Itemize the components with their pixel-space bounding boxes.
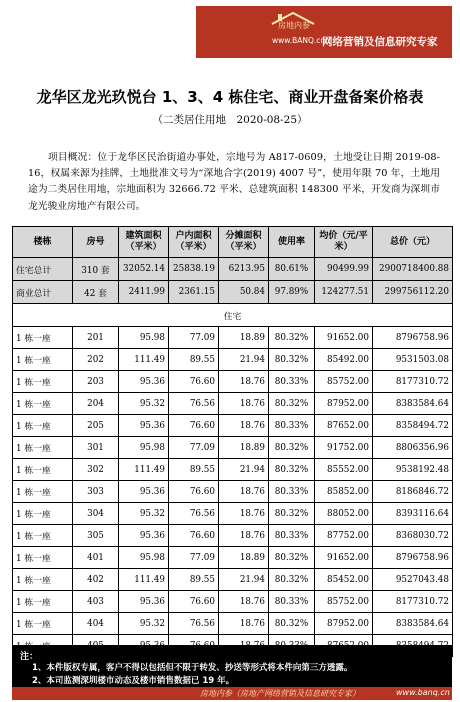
avg-price-cell: 124277.51 — [315, 281, 373, 304]
building-cell: 商业总计 — [13, 281, 73, 304]
table-row — [13, 459, 453, 481]
usage-cell: 80.32% — [269, 393, 315, 415]
usage-cell: 80.32% — [269, 613, 315, 635]
inner-area-cell: 77.09 — [169, 547, 219, 569]
total-cell: 299756112.20 — [373, 281, 453, 304]
shared-area-cell: 18.76 — [219, 371, 269, 393]
banner-title: 网络营销及信息研究专家 — [322, 36, 438, 48]
inner-area-cell: 76.56 — [169, 393, 219, 415]
inner-area-cell: 77.09 — [169, 437, 219, 459]
table-row — [13, 437, 453, 459]
usage-cell: 80.33% — [269, 525, 315, 547]
usage-cell: 97.89% — [269, 281, 315, 304]
building-cell: 1 栋一座 — [13, 371, 73, 393]
total-cell: 8177310.72 — [373, 591, 453, 613]
total-cell: 2900718400.88 — [373, 258, 453, 281]
room-cell: 402 — [73, 569, 119, 591]
usage-cell: 80.33% — [269, 591, 315, 613]
table-row — [13, 349, 453, 371]
room-cell: 403 — [73, 591, 119, 613]
usage-cell: 80.33% — [269, 371, 315, 393]
usage-cell: 80.32% — [269, 459, 315, 481]
build-area-cell: 95.36 — [119, 371, 169, 393]
total-cell: 8368030.72 — [373, 525, 453, 547]
column-header: 建筑面积（平米） — [119, 227, 169, 258]
room-cell: 404 — [73, 613, 119, 635]
room-cell: 202 — [73, 349, 119, 371]
table-row — [13, 503, 453, 525]
shared-area-cell: 21.94 — [219, 349, 269, 371]
price-table — [12, 226, 453, 657]
project-overview: 项目概况：位于龙华区民治街道办事处，宗地号为 A817-0609，土地受让日期 2019-08-16，权属来源为挂牌，土地批准文号为“深地合字(2019) 4007 号”，使用年限 70 年，土地用途为二类居住用地，宗地面积为 32666.72 平米、总建筑面积 148300 平米，开发商为深圳市龙光骏业房地产有限公司。 — [28, 152, 440, 212]
avg-price-cell: 85552.00 — [315, 459, 373, 481]
building-cell: 1 栋一座 — [13, 459, 73, 481]
inner-area-cell: 89.55 — [169, 569, 219, 591]
room-cell: 304 — [73, 503, 119, 525]
shared-area-cell: 18.89 — [219, 547, 269, 569]
avg-price-cell: 88052.00 — [315, 503, 373, 525]
usage-cell: 80.32% — [269, 547, 315, 569]
total-cell: 8358494.72 — [373, 415, 453, 437]
avg-price-cell: 91652.00 — [315, 547, 373, 569]
build-area-cell: 111.49 — [119, 569, 169, 591]
shared-area-cell: 50.84 — [219, 281, 269, 304]
inner-area-cell: 76.60 — [169, 525, 219, 547]
table-body — [13, 258, 453, 657]
inner-area-cell: 76.60 — [169, 591, 219, 613]
inner-area-cell: 89.55 — [169, 459, 219, 481]
inner-area-cell: 77.09 — [169, 327, 219, 349]
build-area-cell: 111.49 — [119, 459, 169, 481]
avg-price-cell: 85452.00 — [315, 569, 373, 591]
section-label: 住宅 — [13, 304, 453, 327]
column-header: 分摊面积（平米） — [219, 227, 269, 258]
room-cell: 204 — [73, 393, 119, 415]
header-banner — [196, 6, 452, 58]
shared-area-cell: 18.76 — [219, 415, 269, 437]
room-cell: 401 — [73, 547, 119, 569]
table-row — [13, 371, 453, 393]
note-item: 2、本司监测深圳楼市动态及楼市销售数据已 19 年。 — [32, 676, 235, 686]
inner-area-cell: 76.60 — [169, 481, 219, 503]
room-cell: 303 — [73, 481, 119, 503]
shared-area-cell: 21.94 — [219, 459, 269, 481]
usage-cell: 80.32% — [269, 503, 315, 525]
room-cell: 203 — [73, 371, 119, 393]
building-cell: 1 栋一座 — [13, 569, 73, 591]
inner-area-cell: 25838.19 — [169, 258, 219, 281]
column-header: 楼栋 — [13, 227, 73, 258]
summary-row — [13, 281, 453, 304]
avg-price-cell: 85852.00 — [315, 481, 373, 503]
build-area-cell: 95.98 — [119, 547, 169, 569]
page-number: 1 — [428, 648, 434, 658]
table-row — [13, 525, 453, 547]
table-row — [13, 393, 453, 415]
shared-area-cell: 6213.95 — [219, 258, 269, 281]
column-header: 使用率 — [269, 227, 315, 258]
page-subtitle: （二类居住用地 2020-08-25） — [152, 114, 308, 126]
usage-cell: 80.61% — [269, 258, 315, 281]
table-row — [13, 547, 453, 569]
total-cell: 8383584.64 — [373, 393, 453, 415]
total-cell: 8383584.64 — [373, 613, 453, 635]
inner-area-cell: 76.60 — [169, 371, 219, 393]
table-row — [13, 415, 453, 437]
total-cell: 8796758.96 — [373, 327, 453, 349]
table-row — [13, 569, 453, 591]
table-header-row — [13, 227, 453, 258]
summary-row — [13, 258, 453, 281]
build-area-cell: 95.32 — [119, 503, 169, 525]
avg-price-cell: 91752.00 — [315, 437, 373, 459]
logo-url: www.BANQ.cn — [272, 36, 326, 45]
column-header: 房号 — [73, 227, 119, 258]
build-area-cell: 95.36 — [119, 591, 169, 613]
total-cell: 8806356.96 — [373, 437, 453, 459]
shared-area-cell: 18.76 — [219, 613, 269, 635]
shared-area-cell: 18.76 — [219, 591, 269, 613]
shared-area-cell: 18.76 — [219, 525, 269, 547]
build-area-cell: 32052.14 — [119, 258, 169, 281]
usage-cell: 80.32% — [269, 569, 315, 591]
notes-heading: 注： — [20, 652, 39, 662]
avg-price-cell: 87652.00 — [315, 415, 373, 437]
total-cell: 8177310.72 — [373, 371, 453, 393]
building-cell: 1 栋一座 — [13, 525, 73, 547]
building-cell: 1 栋一座 — [13, 393, 73, 415]
page-title: 龙华区龙光玖悦台 1、3、4 栋住宅、商业开盘备案价格表 — [36, 88, 424, 106]
footer-url: www.banq.cn — [396, 688, 450, 697]
shared-area-cell: 21.94 — [219, 569, 269, 591]
room-cell: 305 — [73, 525, 119, 547]
building-cell: 1 栋一座 — [13, 327, 73, 349]
inner-area-cell: 2361.15 — [169, 281, 219, 304]
building-cell: 1 栋一座 — [13, 547, 73, 569]
room-cell: 302 — [73, 459, 119, 481]
room-cell: 301 — [73, 437, 119, 459]
usage-cell: 80.32% — [269, 349, 315, 371]
column-header: 总价（元） — [373, 227, 453, 258]
build-area-cell: 95.36 — [119, 525, 169, 547]
build-area-cell: 111.49 — [119, 349, 169, 371]
room-cell: 42 套 — [73, 281, 119, 304]
building-cell: 住宅总计 — [13, 258, 73, 281]
building-cell: 1 栋一座 — [13, 349, 73, 371]
column-header: 户内面积（平米） — [169, 227, 219, 258]
usage-cell: 80.33% — [269, 481, 315, 503]
usage-cell: 80.32% — [269, 437, 315, 459]
table-row — [13, 613, 453, 635]
total-cell: 8393116.64 — [373, 503, 453, 525]
avg-price-cell: 85752.00 — [315, 371, 373, 393]
total-cell: 8186846.72 — [373, 481, 453, 503]
build-area-cell: 95.98 — [119, 437, 169, 459]
build-area-cell: 95.36 — [119, 415, 169, 437]
building-cell: 1 栋一座 — [13, 481, 73, 503]
build-area-cell: 95.98 — [119, 327, 169, 349]
table-row — [13, 327, 453, 349]
avg-price-cell: 91652.00 — [315, 327, 373, 349]
total-cell: 9527043.48 — [373, 569, 453, 591]
inner-area-cell: 76.56 — [169, 613, 219, 635]
building-cell: 1 栋一座 — [13, 613, 73, 635]
avg-price-cell: 85752.00 — [315, 591, 373, 613]
room-cell: 201 — [73, 327, 119, 349]
total-cell: 9531503.08 — [373, 349, 453, 371]
usage-cell: 80.33% — [269, 415, 315, 437]
shared-area-cell: 18.89 — [219, 327, 269, 349]
build-area-cell: 95.32 — [119, 613, 169, 635]
building-cell: 1 栋一座 — [13, 415, 73, 437]
room-cell: 310 套 — [73, 258, 119, 281]
table-row — [13, 591, 453, 613]
building-cell: 1 栋一座 — [13, 437, 73, 459]
inner-area-cell: 89.55 — [169, 349, 219, 371]
avg-price-cell: 85492.00 — [315, 349, 373, 371]
build-area-cell: 2411.99 — [119, 281, 169, 304]
build-area-cell: 95.36 — [119, 481, 169, 503]
column-header: 均价（元/平米） — [315, 227, 373, 258]
shared-area-cell: 18.76 — [219, 481, 269, 503]
avg-price-cell: 87952.00 — [315, 393, 373, 415]
table-row — [13, 481, 453, 503]
shared-area-cell: 18.76 — [219, 503, 269, 525]
footer-text: 房地内参（房地产网络营销及信息研究专家） — [200, 689, 360, 698]
build-area-cell: 95.32 — [119, 393, 169, 415]
note-item: 1、本件版权专属，客户不得以包括但不限于转发、抄送等形式将本件向第三方透露。 — [32, 663, 353, 673]
inner-area-cell: 76.60 — [169, 415, 219, 437]
inner-area-cell: 76.56 — [169, 503, 219, 525]
total-cell: 8796758.96 — [373, 547, 453, 569]
usage-cell: 80.32% — [269, 327, 315, 349]
total-cell: 9538192.48 — [373, 459, 453, 481]
shared-area-cell: 18.89 — [219, 437, 269, 459]
building-cell: 1 栋一座 — [13, 503, 73, 525]
avg-price-cell: 90499.99 — [315, 258, 373, 281]
section-row — [13, 304, 453, 327]
building-cell: 1 栋一座 — [13, 591, 73, 613]
avg-price-cell: 87952.00 — [315, 613, 373, 635]
shared-area-cell: 18.76 — [219, 393, 269, 415]
logo-text: 房地内参 — [278, 21, 310, 30]
room-cell: 205 — [73, 415, 119, 437]
avg-price-cell: 87752.00 — [315, 525, 373, 547]
